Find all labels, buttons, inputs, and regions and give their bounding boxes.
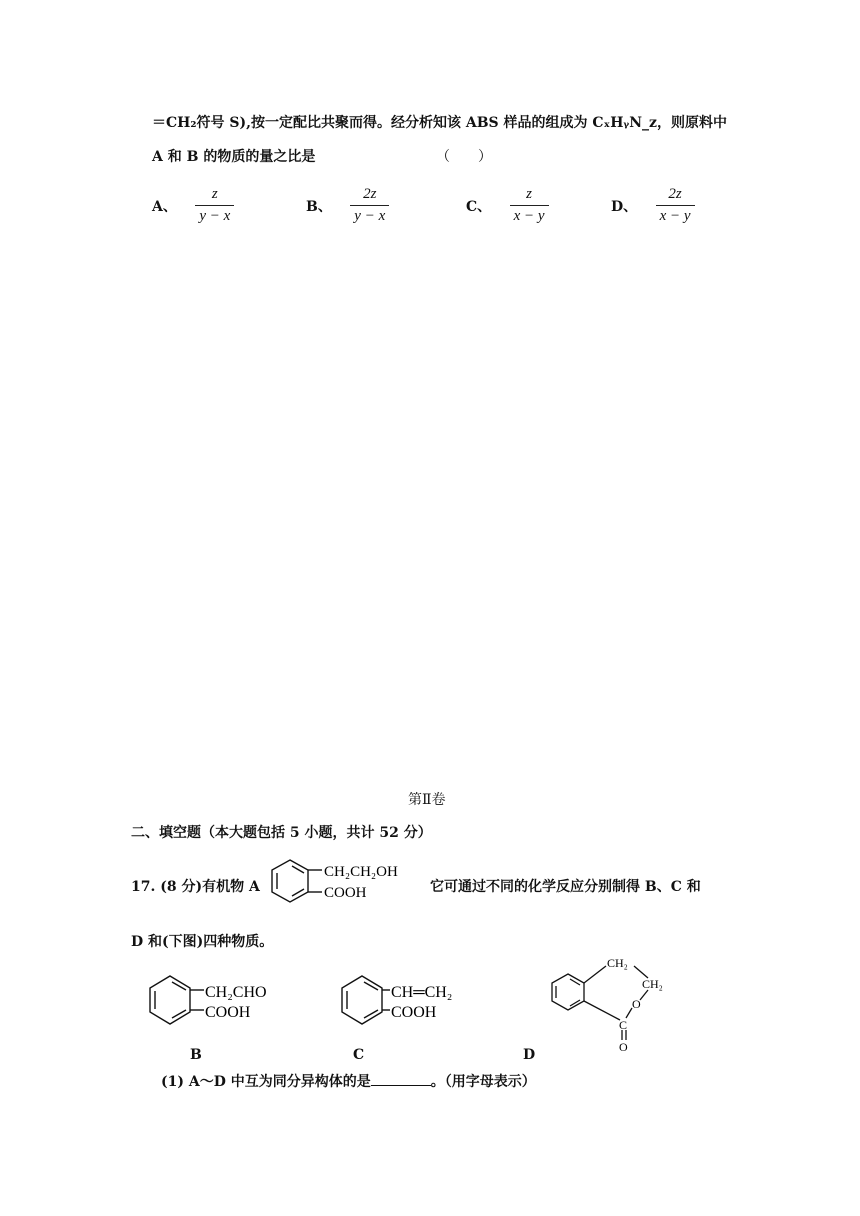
structure-c-label: C [353,1047,365,1063]
answer-blank[interactable] [371,1071,431,1086]
option-c-numerator: z [526,186,532,202]
option-d-numerator: 2z [668,186,682,202]
q16-line2: A 和 B 的物质的量之比是 [152,149,316,165]
option-c [466,186,549,225]
structure-a [264,856,424,912]
section-heading: 二、填空题（本大题包括 5 小题，共计 52 分） [131,825,432,841]
option-d-fraction [656,186,695,225]
structure-c [334,968,484,1034]
option-d-label: D、 [611,198,638,215]
q17-line2: D 和(下图)四种物质。 [131,934,274,950]
option-b-numerator: 2z [363,186,377,202]
structure-d-carbon: C [619,1018,628,1032]
structure-d-ch2-a: CH₂ [607,956,628,970]
option-b-denominator: y − x [350,205,389,225]
structure-a-bottom: COOH [324,885,367,901]
structure-c-top: CH═CH₂ [391,984,453,1001]
q17-suffix: 它可通过不同的化学反应分别制得 B、C 和 [430,879,701,895]
option-c-denominator: x − y [510,205,549,225]
structure-a-top: CH₂CH₂OH [324,864,398,880]
option-d [611,186,695,225]
option-a-fraction [195,186,234,225]
structure-d-carbonyl-oxygen: O [619,1040,628,1054]
structure-b-top: CH₂CHO [205,984,267,1001]
structure-d-label: D [523,1047,536,1063]
q17-sub1-suffix: 。（用字母表示） [430,1074,536,1090]
option-d-denominator: x − y [656,205,695,225]
option-c-label: C、 [466,198,492,215]
q17-prefix: 17. (8 分)有机物 A [131,879,260,895]
option-a [152,186,234,225]
q17-sub1-prefix: (1) A～D 中互为同分异构体的是 [161,1074,371,1090]
volume-title: 第Ⅱ卷 [408,792,446,808]
q17-sub1 [161,1071,536,1091]
option-a-denominator: y − x [195,205,234,225]
option-b [306,186,389,225]
structure-d-ch2-b: CH₂ [642,977,663,991]
q16-line1: ＝CH₂符号 S),按一定配比共聚而得。经分析知该 ABS 样品的组成为 CₓHᵧN_z，则原料中 [152,115,727,131]
q16-answer-paren: （ ） [436,149,492,165]
structure-c-bottom: COOH [391,1004,437,1021]
option-c-fraction [510,186,549,225]
structure-b-label: B [190,1047,202,1063]
option-a-numerator: z [211,186,218,202]
option-b-label: B、 [306,198,332,215]
option-a-label: A、 [152,198,177,215]
structure-d-ring-oxygen: O [632,997,641,1011]
structure-b-bottom: COOH [205,1004,251,1021]
structure-b [140,968,290,1034]
structure-d [544,950,694,1060]
option-b-fraction [350,186,389,225]
